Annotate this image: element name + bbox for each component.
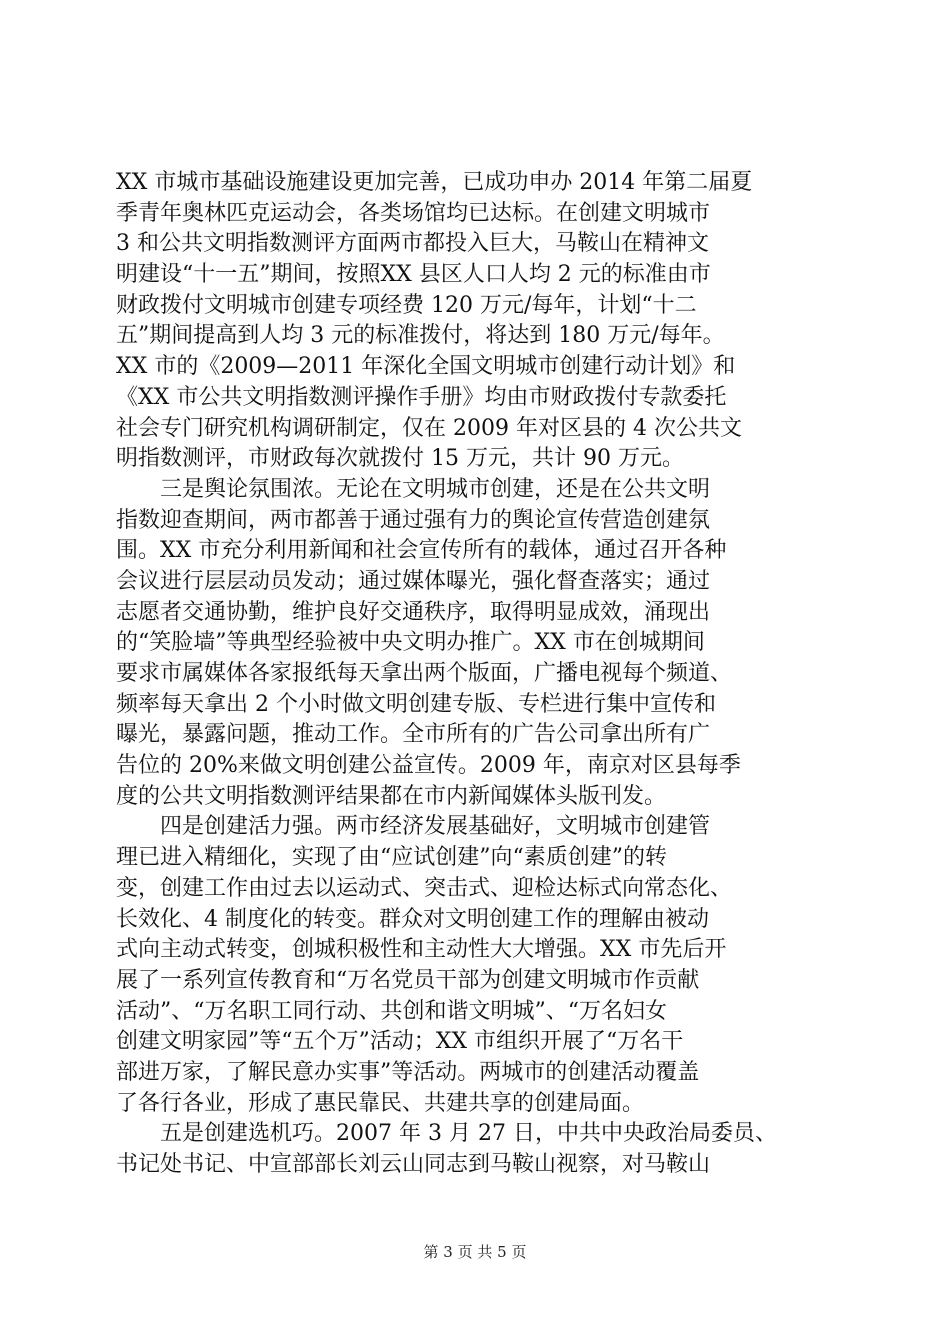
text-line: 长效化、4 制度化的转变。群众对文明创建工作的理解由被动 [116,906,709,932]
text-line: 书记处书记、中宣部部长刘云山同志到马鞍山视察，对马鞍山 [116,1152,711,1177]
text-line: 式向主动式转变，创城积极性和主动性大大增强。XX 市先后开 [116,937,727,963]
text-line: 频率每天拿出 2 个小时做文明创建专版、专栏进行集中宣传和 [116,691,716,717]
text-line: 变，创建工作由过去以运动式、突击式、迎检达标式向常态化、 [116,875,733,901]
text-line: 活动”、“万名职工同行动、共创和谐文明城”、“万名妇女 [116,998,667,1024]
text-line: 展了一系列宣传教育和“万名党员干部为创建文明城市作贡献 [116,967,700,993]
text-line: 财政拨付文明城市创建专项经费 120 万元/每年，计划“十二 [116,292,697,318]
page-number-footer: 第 3 页 共 5 页 [423,1243,527,1261]
text-line: 季青年奥林匹克运动会，各类场馆均已达标。在创建文明城市 [116,200,711,226]
text-line: 志愿者交通协勤，维护良好交通秩序，取得明显成效，涌现出 [116,599,711,625]
text-line: 明指数测评，市财政每次就拨付 15 万元，共计 90 万元。 [116,446,684,472]
text-line: 要求市属媒体各家报纸每天拿出两个版面，广播电视每个频道、 [116,661,733,686]
text-line: 告位的 20%来做文明创建公益宣传。2009 年，南京对区县每季 [116,753,741,779]
text-line: 度的公共文明指数测评结果都在市内新闻媒体头版刊发。 [116,783,667,809]
text-line: 指数迎查期间，两市都善于通过强有力的舆论宣传营造创建氛 [116,507,711,533]
text-line: XX 市城市基础设施建设更加完善，已成功申办 2014 年第二届夏 [116,170,753,195]
text-line: 社会专门研究机构调研制定，仅在 2009 年对区县的 4 次公共文 [116,415,742,441]
text-line: 四是创建活力强。两市经济发展基础好，文明城市创建管 [116,814,711,840]
text-line: 明建设“十一五”期间，按照XX 县区人口人均 2 元的标准由市 [116,262,711,288]
text-line: 理已进入精细化，实现了由“应试创建”向“素质创建”的转 [116,845,667,871]
text-line: 五”期间提高到人均 3 元的标准拨付，将达到 180 万元/每年。 [116,323,725,349]
text-line: 了各行各业，形成了惠民靠民、共建共享的创建局面。 [116,1090,645,1116]
text-line: 会议进行层层动员发动；通过媒体曝光，强化督查落实；通过 [116,568,711,594]
text-line: 三是舆论氛围浓。无论在文明城市创建，还是在公共文明 [116,476,711,502]
text-line: XX 市的《2009—2011 年深化全国文明城市创建行动计划》和 [116,354,736,380]
text-line: 的“笑脸墙”等典型经验被中央文明办推广。XX 市在创城期间 [116,630,705,656]
text-line: 创建文明家园”等“五个万”活动；XX 市组织开展了“万名干 [116,1029,684,1055]
text-line: 曝光，暴露问题，推动工作。全市所有的广告公司拿出所有广 [116,722,711,748]
text-line: 部进万家，了解民意办实事”等活动。两城市的创建活动覆盖 [116,1059,700,1085]
text-line: 《XX 市公共文明指数测评操作手册》均由市财政拨付专款委托 [116,384,727,410]
text-line: 围。XX 市充分利用新闻和社会宣传所有的载体，通过召开各种 [116,538,727,564]
text-line: 3 和公共文明指数测评方面两市都投入巨大，马鞍山在精神文 [116,231,709,257]
document-body [116,168,836,1181]
text-line: 五是创建选机巧。2007 年 3 月 27 日，中共中央政治局委员、 [116,1121,777,1147]
